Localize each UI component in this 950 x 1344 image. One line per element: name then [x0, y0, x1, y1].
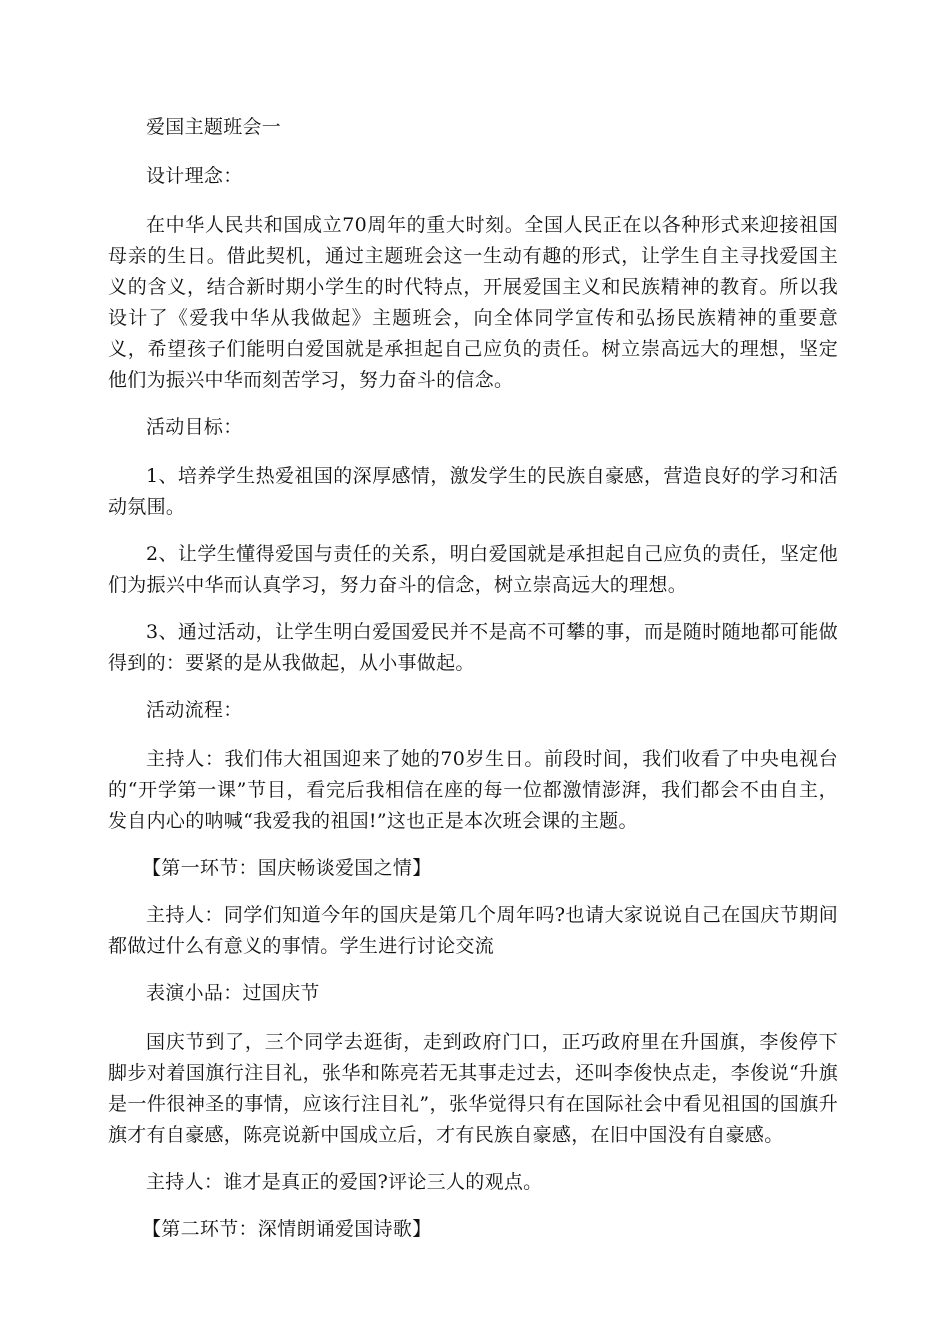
- document-title: 爱国主题班会一: [146, 116, 282, 138]
- paragraph-goal-3: 3、通过活动，让学生明白爱国爱民并不是高不可攀的事，而是随时随地都可能做得到的：要紧的是从我做起，从小事做起。: [108, 621, 838, 674]
- paragraph-host-intro: 主持人：我们伟大祖国迎来了她的70岁生日。前段时间，我们收看了中央电视台的“开学第一课”节目，看完后我相信在座的每一位都激情澎湃，我们都会不由自主，发自内心的呐喊“我爱我的祖国!”这也正是本次班会课的主题。: [108, 748, 838, 832]
- paragraph-goal-2: 2、让学生懂得爱国与责任的关系，明白爱国就是承担起自己应负的责任，坚定他们为振兴中华而认真学习，努力奋斗的信念，树立崇高远大的理想。: [108, 543, 838, 596]
- paragraph-design-concept: 在中华人民共和国成立70周年的重大时刻。全国人民正在以各种形式来迎接祖国母亲的生日。借此契机，通过主题班会这一生动有趣的形式，让学生自主寻找爱国主义的含义，结合新时期小学生的时代特点，开展爱国主义和民族精神的教育。所以我设计了《爱我中华从我做起》主题班会，向全体同学宣传和弘扬民族精神的重要意义，希望孩子们能明白爱国就是承担起自己应负的责任。树立崇高远大的理想，坚定他们为振兴中华而刻苦学习，努力奋斗的信念。: [108, 214, 838, 391]
- paragraph-goal-1: 1、培养学生热爱祖国的深厚感情，激发学生的民族自豪感，营造良好的学习和活动氛围。: [108, 465, 838, 518]
- section-heading-design-concept: 设计理念：: [146, 165, 243, 187]
- paragraph-host-discussion: 主持人：谁才是真正的爱国?评论三人的观点。: [146, 1171, 543, 1193]
- section-heading-activity-flow: 活动流程：: [146, 699, 243, 721]
- paragraph-skit-story: 国庆节到了，三个同学去逛街，走到政府门口，正巧政府里在升国旗，李俊停下脚步对着国旗行注目礼，张华和陈亮若无其事走过去，还叫李俊快点走，李俊说“升旗是一件很神圣的事情，应该行注目礼”，张华觉得只有在国际社会中看见祖国的国旗升旗才有自豪感，陈亮说新中国成立后，才有民族自豪感，在旧中国没有自豪感。: [108, 1031, 838, 1146]
- document-body: [108, 112, 838, 1261]
- section-heading-part-two: 【第二环节：深情朗诵爱国诗歌】: [142, 1218, 432, 1240]
- section-heading-part-one: 【第一环节：国庆畅谈爱国之情】: [142, 857, 432, 879]
- section-heading-skit: 表演小品：过国庆节: [146, 982, 320, 1004]
- section-heading-activity-goals: 活动目标：: [146, 416, 243, 438]
- paragraph-host-question: 主持人：同学们知道今年的国庆是第几个周年吗?也请大家说说自己在国庆节期间都做过什么有意义的事情。学生进行讨论交流: [108, 904, 838, 957]
